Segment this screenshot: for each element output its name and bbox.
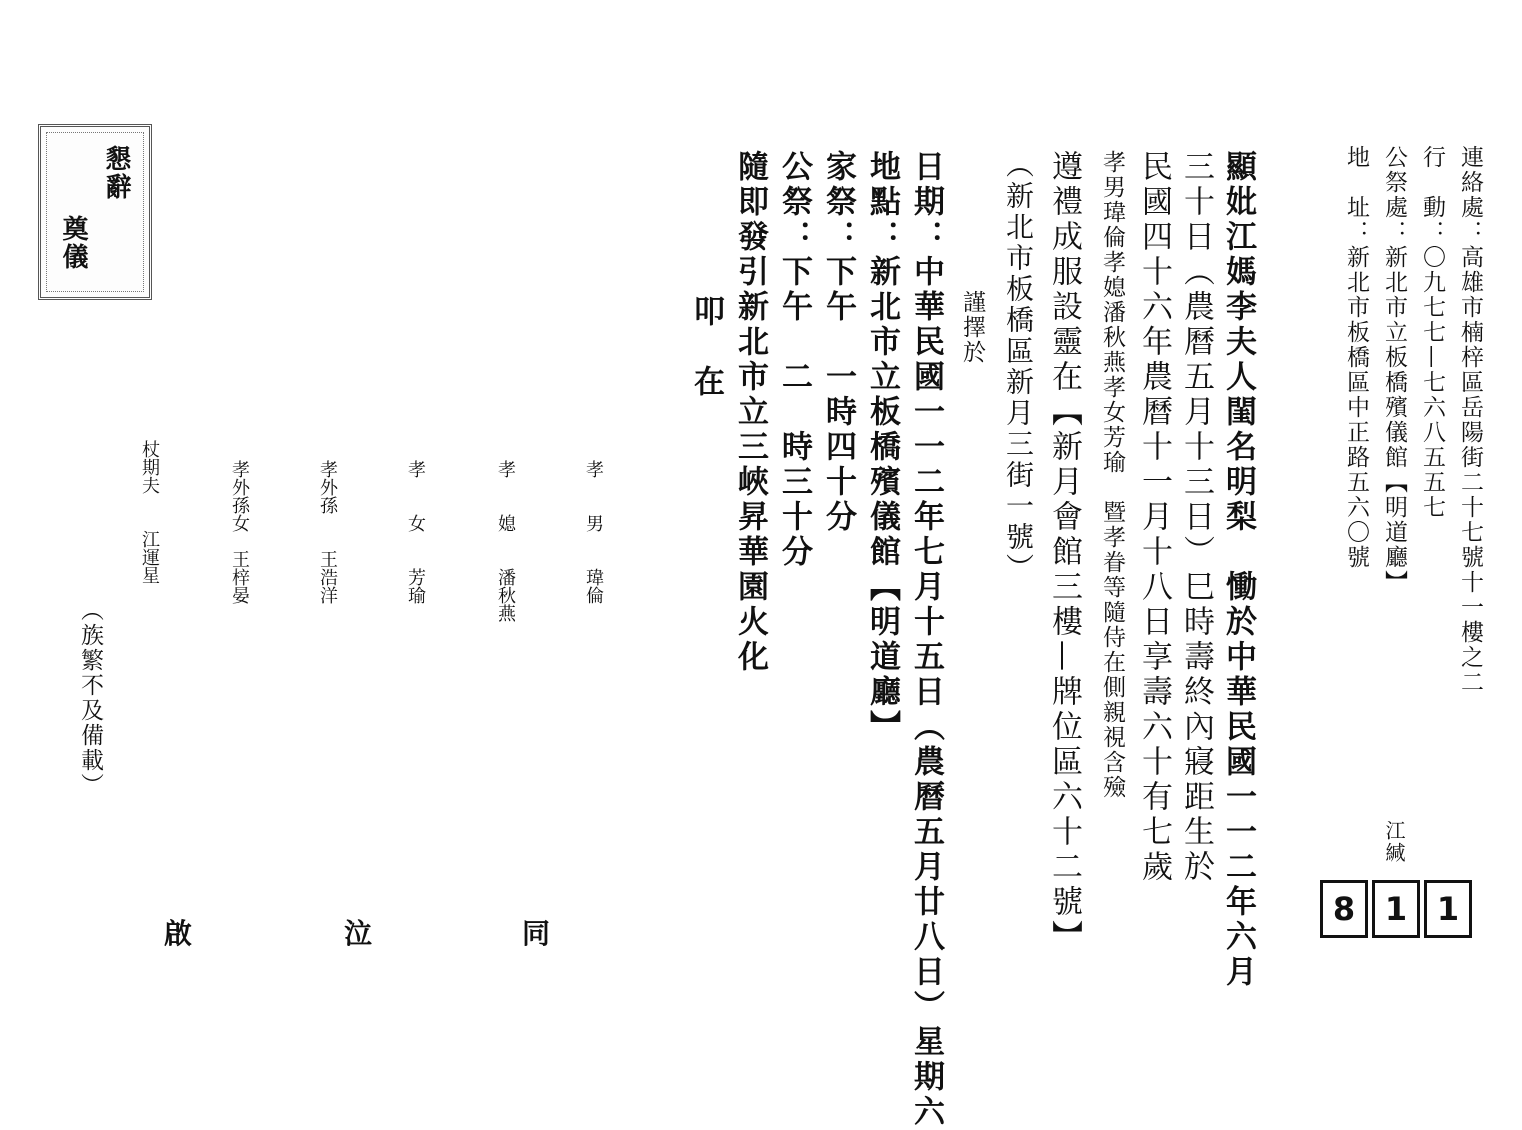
family-son: 孝 男 瑋倫 [583,460,604,604]
postal-code-digit: 8 [1320,880,1368,938]
obituary-line-deceased: 顯妣江媽李夫人閨名明梨 慟於中華民國一一二年六月 [1220,150,1256,990]
obituary-line-altar-address: （新北市板橋區新月三街一號） [1002,150,1035,584]
obituary-line-closing: 叩 在 [688,295,724,400]
obituary-line-cremation: 隨即發引新北市立三峽昇華園火化 [732,150,768,675]
sender-name: 江緘 [1382,820,1406,864]
family-husband: 杖期夫 江運星 [139,440,160,584]
postal-code-digit: 1 [1424,880,1472,938]
obituary-line-family-rite: 家祭：下午 一時四十分 [820,150,856,535]
gift-label: 奠儀 [58,215,88,271]
signoff-announce: 啟 [164,917,193,950]
decline-label: 懇辭 [101,145,131,201]
obituary-line-family: 孝男瑋倫孝媳潘秋燕孝女芳瑜 暨孝眷等隨侍在側親視含殮 [1099,150,1125,800]
obituary-line-location: 地點：新北市立板橋殯儀館【明道廳】 [864,150,900,745]
contact-mobile: 行 動：〇九七七—七六八五五七 [1419,145,1445,520]
family-daughter-in-law: 孝 媳 潘秋燕 [495,460,516,622]
obituary-line-death-date: 三十日（農曆五月十三日）巳時壽終內寢距生於 [1178,150,1214,885]
family-daughter: 孝 女 芳瑜 [405,460,426,604]
obituary-line-date: 日期：中華民國一一二年七月十五日（農曆五月廿八日）星期六 [908,150,944,1130]
contact-venue-address: 地 址：新北市板橋區中正路五六〇號 [1343,145,1369,570]
contact-address: 連絡處：高雄市楠梓區岳陽街二十七號十一樓之二 [1457,145,1483,695]
obituary-line-chosen: 謹擇於 [959,290,985,365]
signoff-together: 同 [522,917,551,950]
contact-memorial-venue: 公祭處：新北市立板橋殯儀館【明道廳】 [1381,145,1407,595]
family-note: （族繁不及備載） [77,598,103,798]
signoff-weep: 泣 [344,917,373,950]
postal-code [1320,880,1476,938]
obituary-line-birth-date: 民國四十六年農曆十一月十八日享壽六十有七歲 [1136,150,1172,885]
postal-code-digit: 1 [1372,880,1420,938]
family-granddaughter: 孝外孫女 王梓晏 [229,460,250,604]
decline-gifts-notice [38,124,152,300]
family-grandson: 孝外孫 王浩洋 [317,460,338,604]
obituary-line-altar: 遵禮成服設靈在【新月會館三樓—牌位區六十二號】 [1046,150,1082,955]
obituary-line-public-rite: 公祭：下午 二 時三十分 [776,150,812,570]
